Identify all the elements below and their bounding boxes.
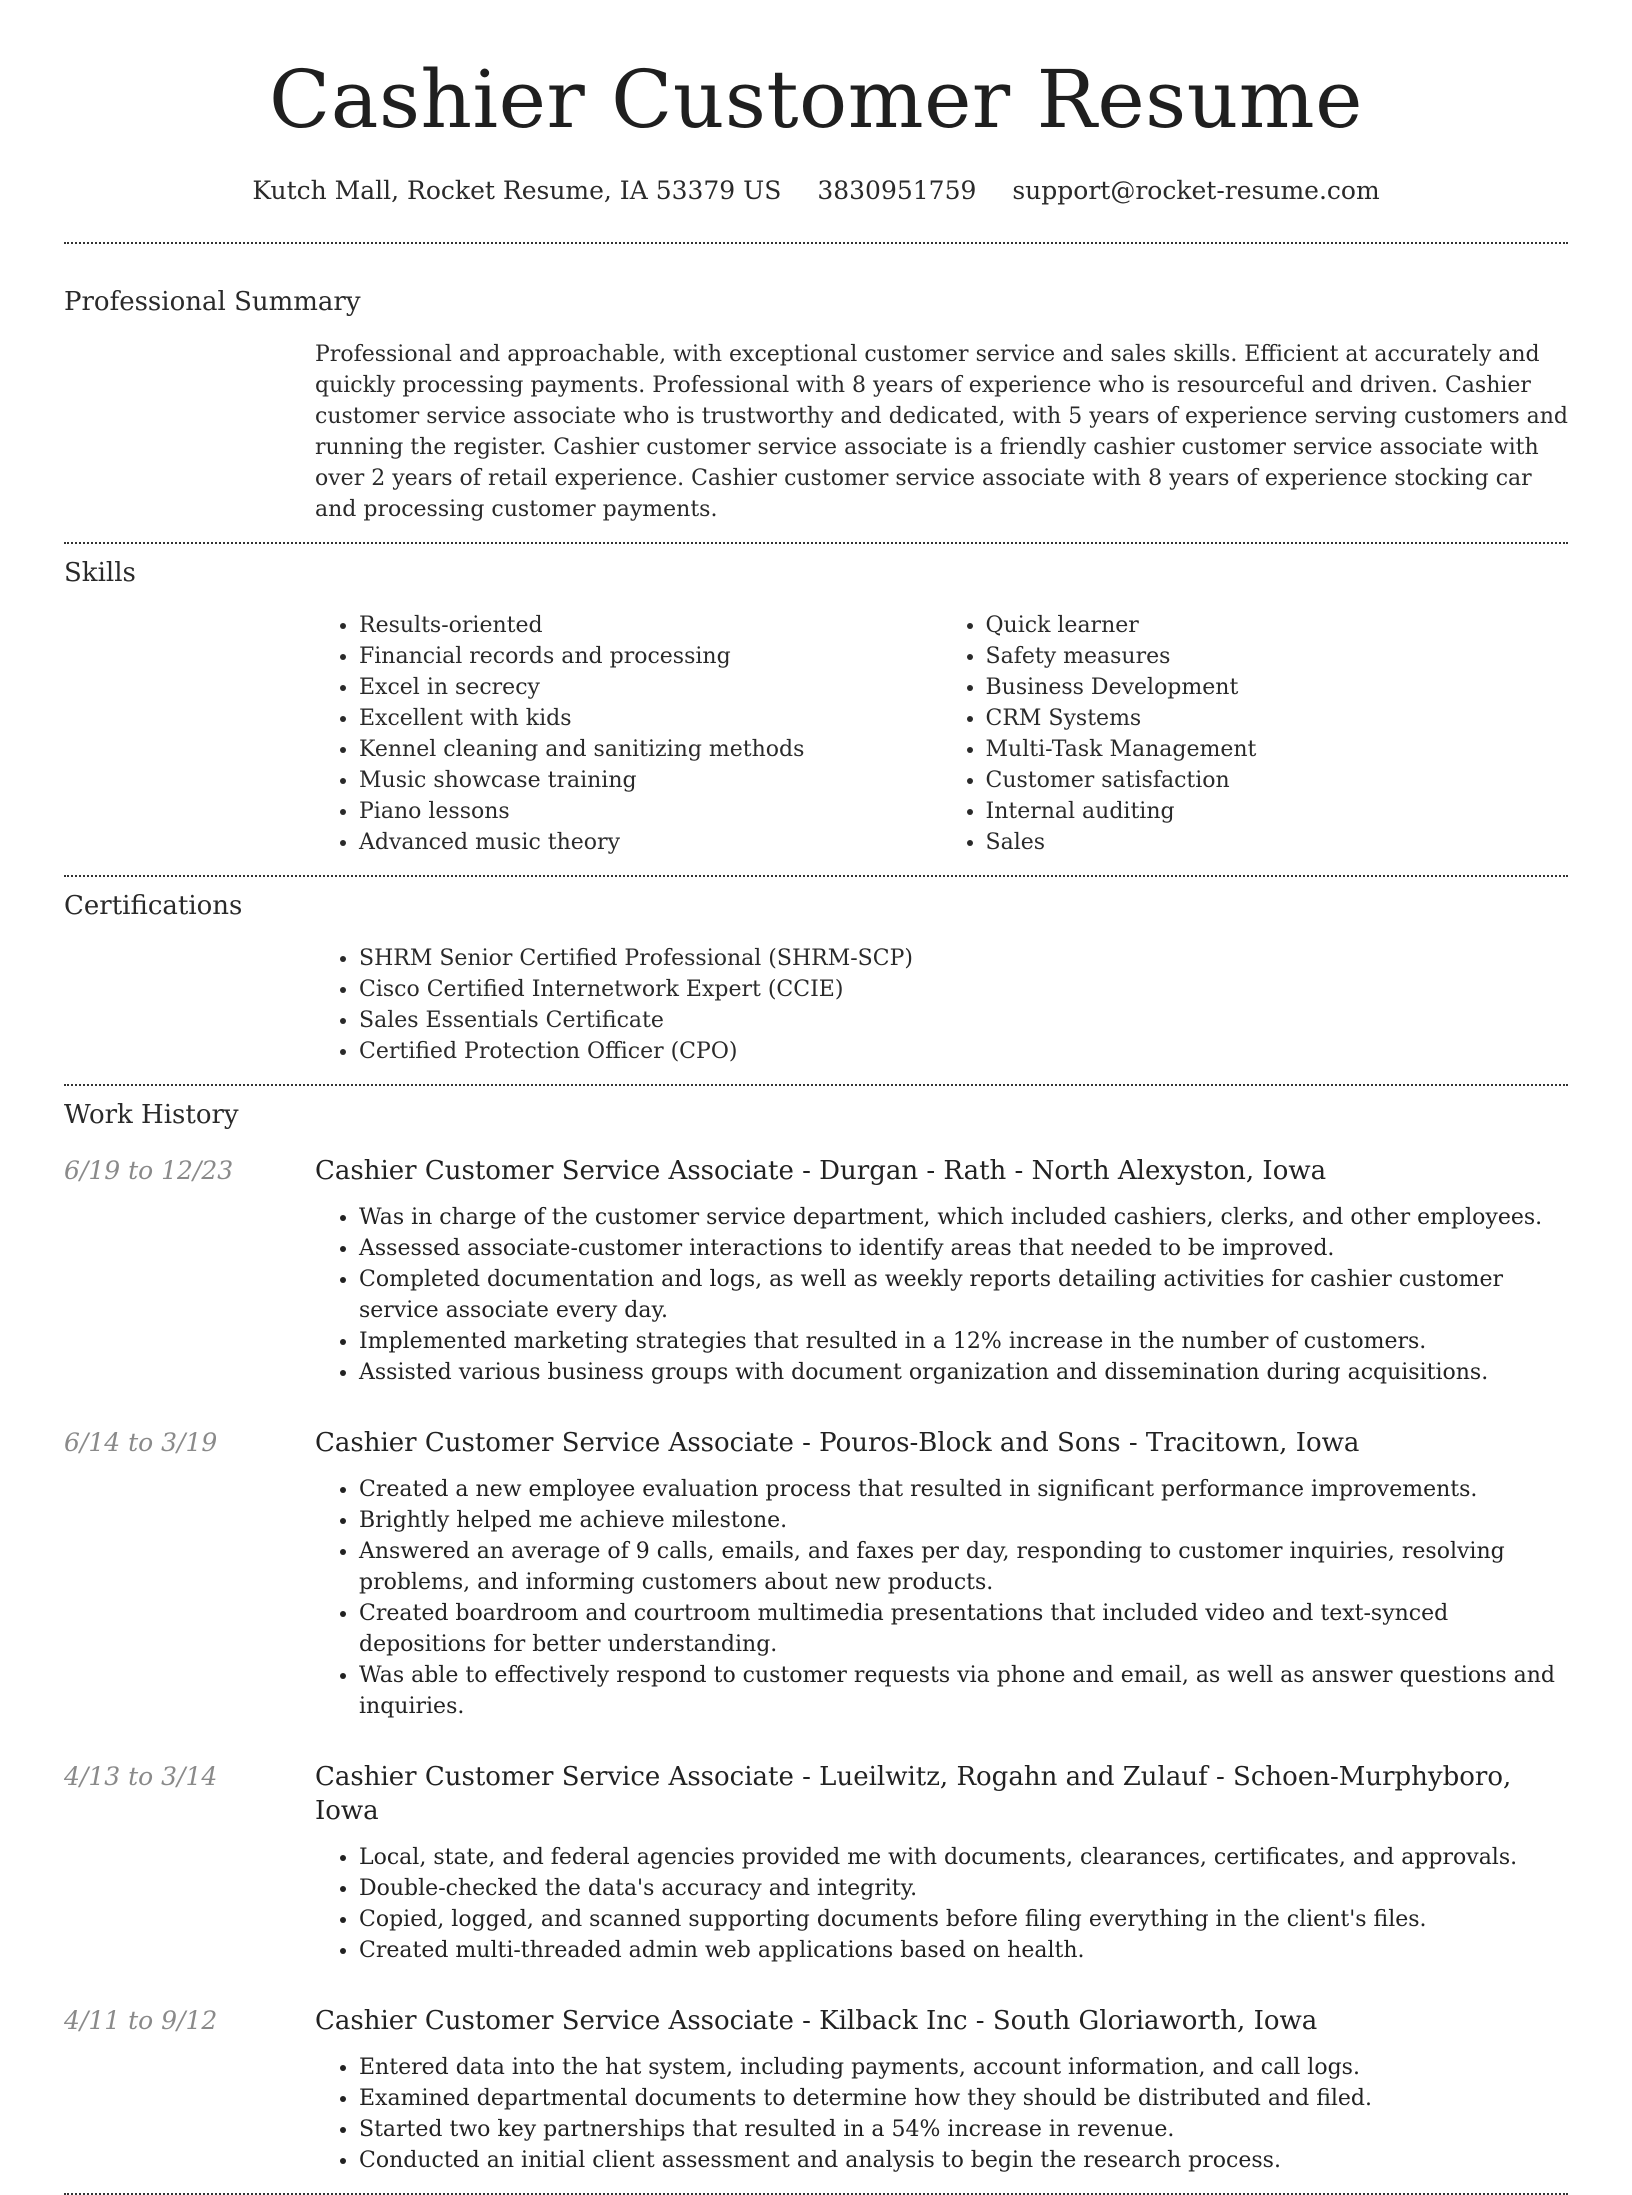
job-bullet: • Brightly helped me achieve milestone. — [359, 1505, 1568, 1536]
job-bullet: • Assessed associate-customer interactions to identify areas that needed to be improved. — [359, 1233, 1568, 1264]
skill-item: • Customer satisfaction — [986, 765, 1569, 796]
job-bullets — [315, 1842, 1568, 1966]
skill-item: • Kennel cleaning and sanitizing methods — [359, 734, 942, 765]
skill-item: • Advanced music theory — [359, 827, 942, 858]
job-dates: 6/14 to 3/19 — [64, 1428, 218, 1457]
skill-item: • Financial records and processing — [359, 641, 942, 672]
skill-item: • Music showcase training — [359, 765, 942, 796]
job-title: Cashier Customer Service Associate - Durgan - Rath - North Alexyston, Iowa — [315, 1156, 1327, 1186]
job-dates: 4/13 to 3/14 — [64, 1762, 218, 1791]
skill-item: • Internal auditing — [986, 796, 1569, 827]
contact-phone: 3830951759 — [817, 176, 977, 205]
job-bullet: • Completed documentation and logs, as well as weekly reports detailing activities for cashier customer service associate every day. — [359, 1264, 1568, 1326]
job-bullet: • Was in charge of the customer service department, which included cashiers, clerks, and other employees. — [359, 1202, 1568, 1233]
skill-item: • Excellent with kids — [359, 703, 942, 734]
summary-section — [64, 285, 1568, 525]
job-body — [315, 2004, 1568, 2176]
job-bullets — [315, 2052, 1568, 2176]
skills-section — [64, 556, 1568, 858]
job-title: Cashier Customer Service Associate - Pouros-Block and Sons - Tracitown, Iowa — [315, 1428, 1360, 1458]
skill-item: • Piano lessons — [359, 796, 942, 827]
job-bullets — [315, 1202, 1568, 1388]
skill-item: • Sales — [986, 827, 1569, 858]
job-title: Cashier Customer Service Associate - Kilback Inc - South Gloriaworth, Iowa — [315, 2006, 1318, 2036]
job-bullet: • Entered data into the hat system, including payments, account information, and call logs. — [359, 2052, 1568, 2083]
certification-item: • Certified Protection Officer (CPO) — [359, 1036, 1568, 1067]
job-bullet: • Local, state, and federal agencies provided me with documents, clearances, certificates, and approvals. — [359, 1842, 1568, 1873]
skill-item: • Excel in secrecy — [359, 672, 942, 703]
job-body — [315, 1426, 1568, 1722]
job-body — [315, 1154, 1568, 1388]
job-bullet: • Conducted an initial client assessment and analysis to begin the research process. — [359, 2145, 1568, 2176]
job-bullet: • Double-checked the data's accuracy and integrity. — [359, 1873, 1568, 1904]
work-section — [64, 1098, 1568, 2176]
job-dates: 6/19 to 12/23 — [64, 1156, 234, 1185]
certifications-content — [315, 943, 1568, 1067]
skill-item: • Results-oriented — [359, 610, 942, 641]
job-bullet: • Was able to effectively respond to customer requests via phone and email, as well as answer questions and inquiries. — [359, 1660, 1568, 1722]
divider — [64, 242, 1568, 244]
contact-address: Kutch Mall, Rocket Resume, IA 53379 US — [252, 176, 782, 205]
job-bullet: • Created a new employee evaluation process that resulted in significant performance improvements. — [359, 1474, 1568, 1505]
job-bullet: • Implemented marketing strategies that resulted in a 12% increase in the number of customers. — [359, 1326, 1568, 1357]
certifications-heading: Certifications — [64, 891, 243, 921]
skills-content — [315, 610, 1568, 858]
skill-item: • Safety measures — [986, 641, 1569, 672]
skill-item: • Multi-Task Management — [986, 734, 1569, 765]
skills-list-right — [942, 610, 1569, 858]
summary-text: Professional and approachable, with exceptional customer service and sales skills. Efficient at accurately and quickly processing payments. Professional with 8 years of experience who is resourceful and driven. Cashier customer service associate who is trustworthy and dedicated, with 5 years of experience serving customers and running the register. Cashier customer service associate is a friendly cashier customer service associate with over 2 years of retail experience. Cashier customer service associate with 8 years of experience stocking car and processing customer payments. — [315, 342, 1569, 522]
contact-line — [64, 175, 1568, 207]
divider — [64, 542, 1568, 544]
skill-item: • CRM Systems — [986, 703, 1569, 734]
skills-list-left — [315, 610, 942, 858]
skill-item: • Quick learner — [986, 610, 1569, 641]
divider — [64, 875, 1568, 877]
certification-item: • Sales Essentials Certificate — [359, 1005, 1568, 1036]
job-body — [315, 1760, 1568, 1966]
job-bullet: • Copied, logged, and scanned supporting documents before filing everything in the client's files. — [359, 1904, 1568, 1935]
summary-content — [315, 339, 1568, 525]
job-entry — [64, 1760, 1568, 1966]
divider — [64, 1084, 1568, 1086]
job-dates: 4/11 to 9/12 — [64, 2006, 218, 2035]
work-heading: Work History — [64, 1100, 239, 1130]
job-bullet: • Created multi-threaded admin web applications based on health. — [359, 1935, 1568, 1966]
certification-item: • SHRM Senior Certified Professional (SHRM-SCP) — [359, 943, 1568, 974]
job-bullet: • Assisted various business groups with document organization and dissemination during acquisitions. — [359, 1357, 1568, 1388]
job-bullet: • Created boardroom and courtroom multimedia presentations that included video and text-synced depositions for better understanding. — [359, 1598, 1568, 1660]
job-entry — [64, 1154, 1568, 1388]
job-bullet: • Examined departmental documents to determine how they should be distributed and filed. — [359, 2083, 1568, 2114]
job-bullet: • Answered an average of 9 calls, emails, and faxes per day, responding to customer inquiries, resolving problems, and informing customers about new products. — [359, 1536, 1568, 1598]
resume-title: Cashier Customer Resume — [269, 53, 1363, 146]
summary-heading: Professional Summary — [64, 287, 361, 317]
skills-heading: Skills — [64, 558, 136, 588]
job-entry — [64, 2004, 1568, 2176]
job-title: Cashier Customer Service Associate - Lueilwitz, Rogahn and Zulauf - Schoen-Murphyboro, Iowa — [315, 1762, 1512, 1826]
certification-item: • Cisco Certified Internetwork Expert (CCIE) — [359, 974, 1568, 1005]
job-bullet: • Started two key partnerships that resulted in a 54% increase in revenue. — [359, 2114, 1568, 2145]
skill-item: • Business Development — [986, 672, 1569, 703]
contact-email: support@rocket-resume.com — [1012, 176, 1380, 205]
job-entry — [64, 1426, 1568, 1722]
certifications-section — [64, 889, 1568, 1067]
resume-page — [64, 0, 1568, 2195]
certifications-list — [315, 943, 1568, 1067]
job-bullets — [315, 1474, 1568, 1722]
